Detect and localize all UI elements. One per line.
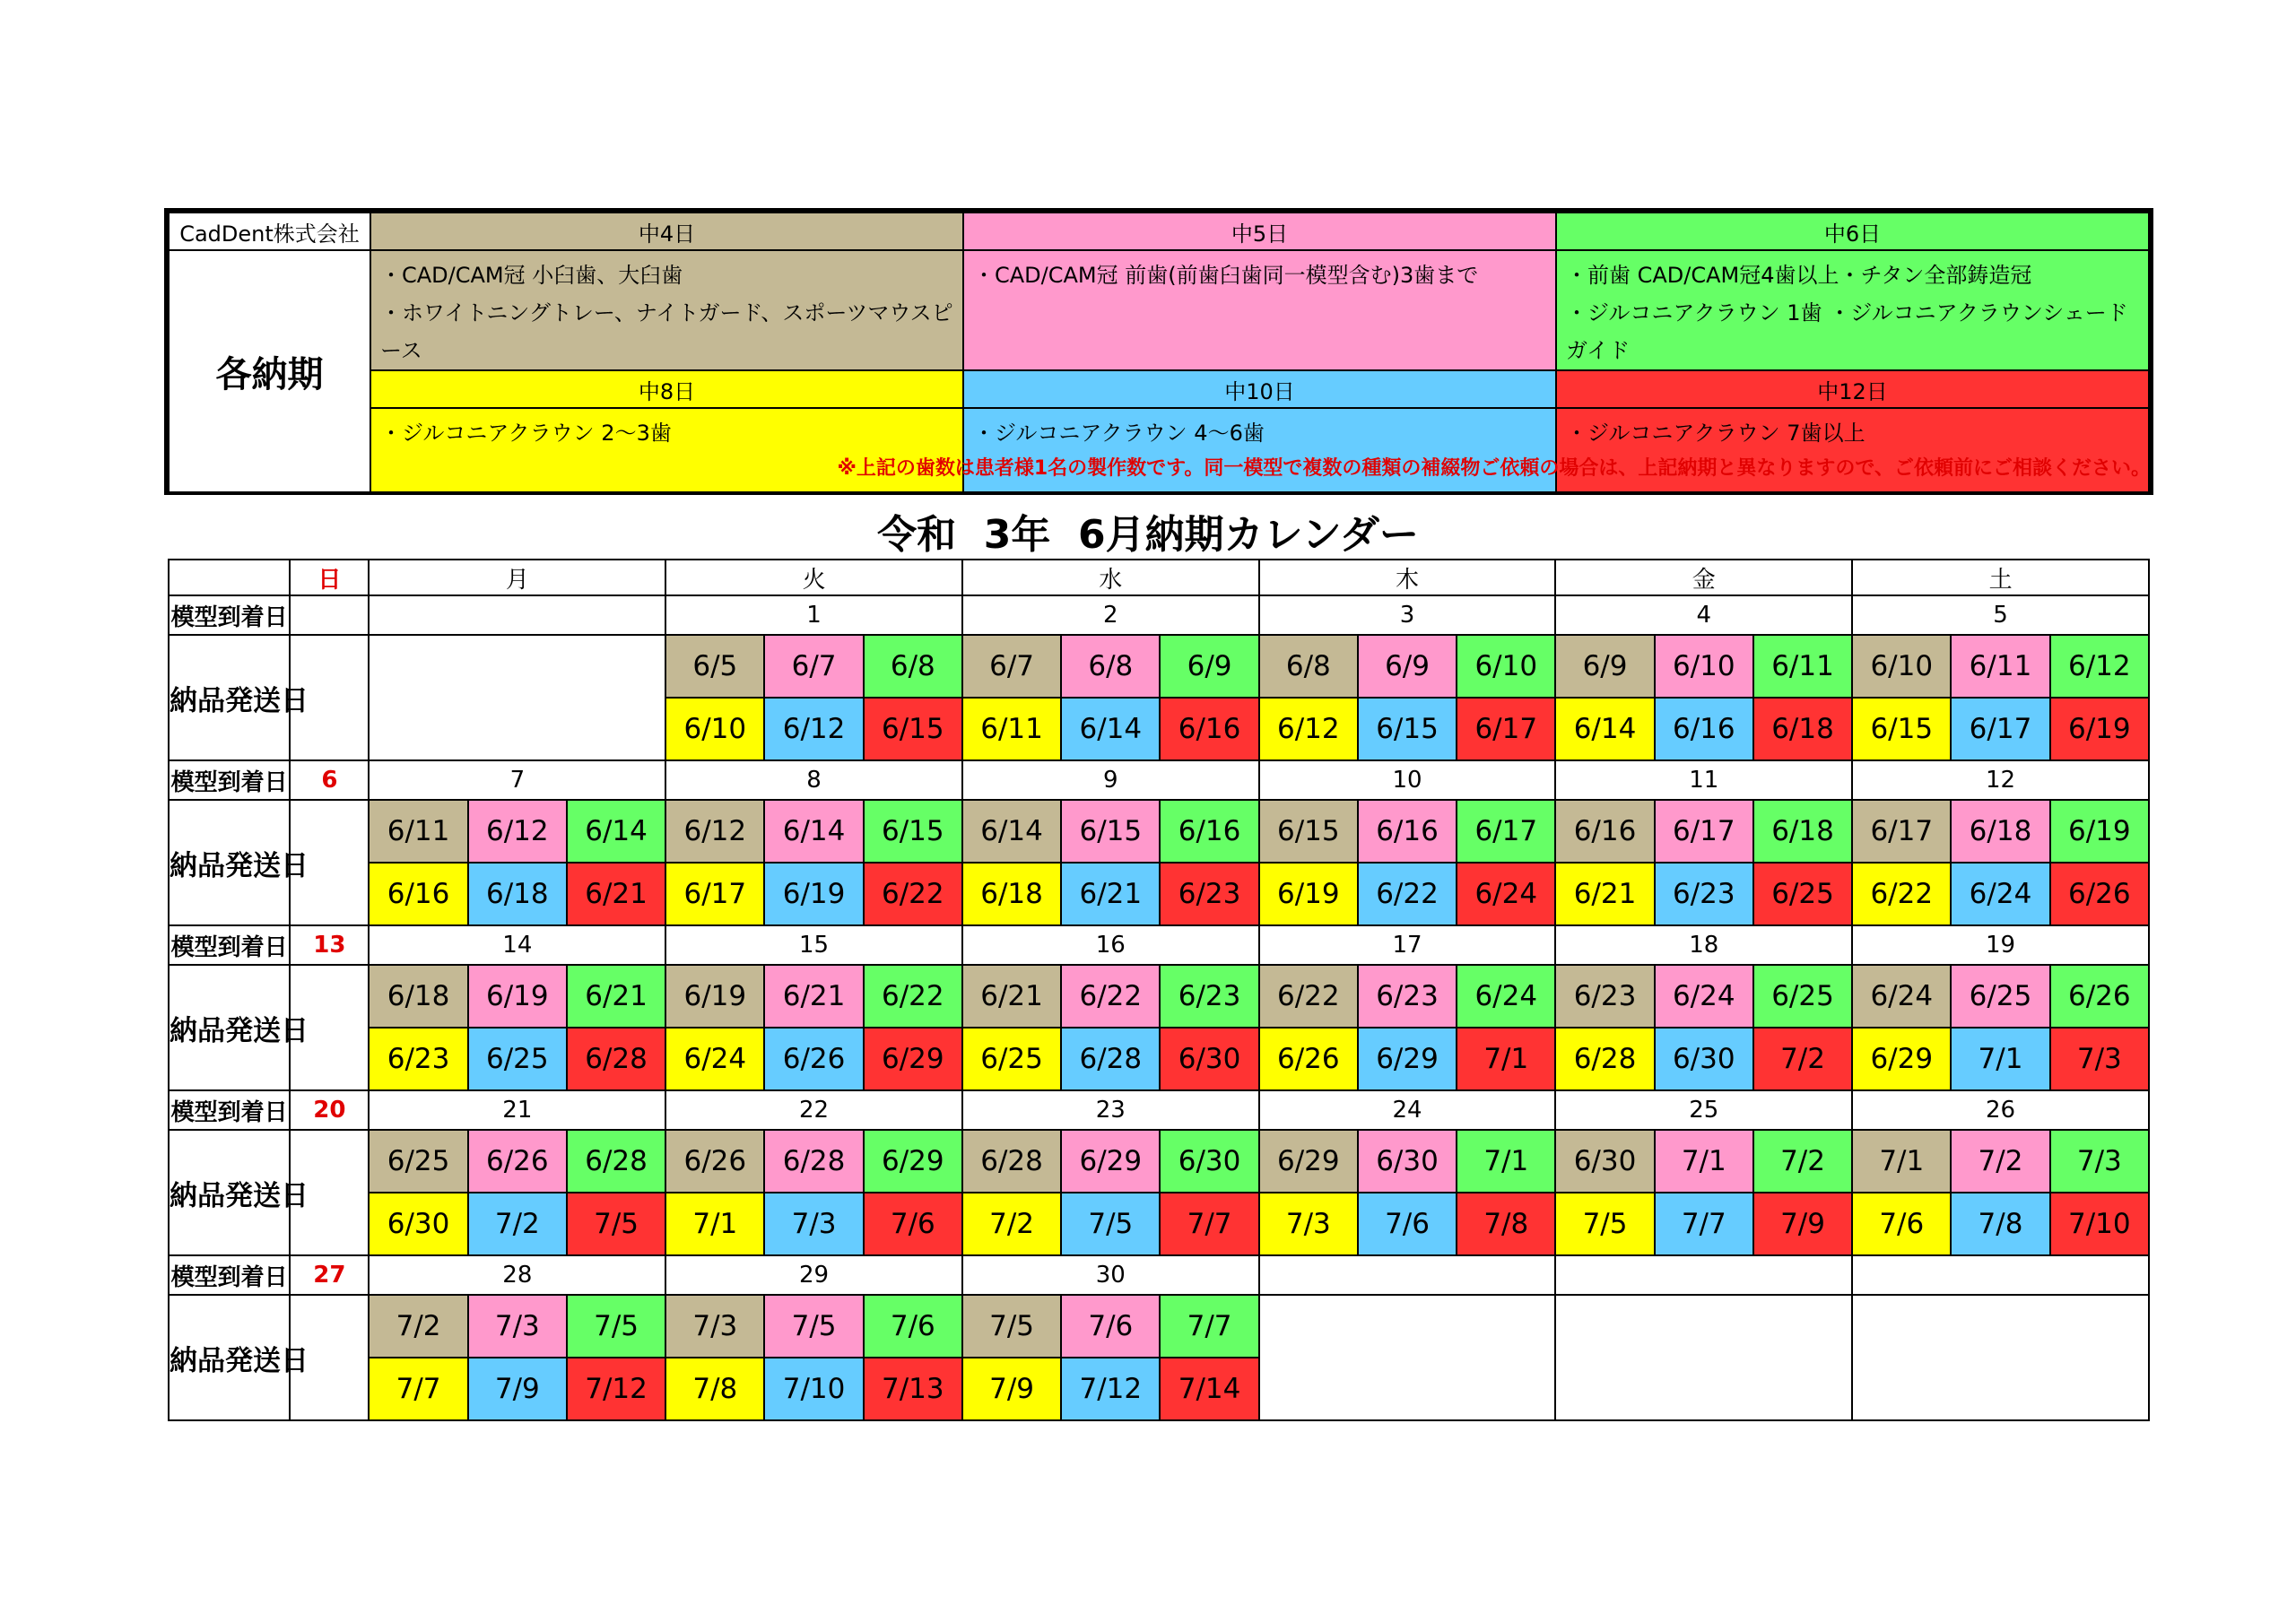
legend-title-6days: 中6日 bbox=[1556, 213, 2149, 250]
legend-items-6days bbox=[1556, 250, 2149, 370]
weekday-header-row bbox=[169, 560, 2149, 595]
legend-item: ・ジルコニアクラウン 1歯 ・ジルコニアクラウンシェードガイド bbox=[1566, 300, 2128, 363]
shipping-date: 6/22 bbox=[1259, 965, 1358, 1028]
weekday-header: 木 bbox=[1259, 560, 1556, 595]
shipping-date: 7/2 bbox=[962, 1193, 1061, 1255]
shipping-date: 6/11 bbox=[369, 800, 467, 863]
shipping-date: 6/23 bbox=[1160, 965, 1258, 1028]
shipping-row bbox=[169, 635, 2149, 698]
shipping-row bbox=[169, 1193, 2149, 1255]
shipping-date: 6/25 bbox=[1753, 965, 1852, 1028]
shipping-date: 6/17 bbox=[1852, 800, 1951, 863]
shipping-row bbox=[169, 965, 2149, 1028]
shipping-date: 6/29 bbox=[864, 1028, 962, 1090]
shipping-date: 6/17 bbox=[665, 863, 764, 925]
shipping-date: 7/5 bbox=[567, 1193, 665, 1255]
shipping-date: 7/5 bbox=[1061, 1193, 1160, 1255]
shipping-date: 6/10 bbox=[1852, 635, 1951, 698]
shipping-date: 6/28 bbox=[1061, 1028, 1160, 1090]
shipping-date: 6/8 bbox=[1259, 635, 1358, 698]
shipping-date: 7/2 bbox=[1753, 1028, 1852, 1090]
shipping-date: 6/30 bbox=[1358, 1130, 1457, 1193]
shipping-date: 6/23 bbox=[1358, 965, 1457, 1028]
shipping-date: 7/6 bbox=[864, 1295, 962, 1358]
shipping-date: 7/12 bbox=[567, 1358, 665, 1420]
shipping-date: 6/14 bbox=[1061, 698, 1160, 760]
shipping-date: 6/16 bbox=[1160, 698, 1258, 760]
arrival-date: 9 bbox=[962, 760, 1259, 800]
shipping-date: 6/24 bbox=[1457, 863, 1555, 925]
shipping-date: 6/18 bbox=[468, 863, 567, 925]
arrival-row bbox=[169, 760, 2149, 800]
shipping-date: 6/21 bbox=[1555, 863, 1654, 925]
shipping-date: 7/14 bbox=[1160, 1358, 1258, 1420]
shipping-row bbox=[169, 1130, 2149, 1193]
shipping-date: 7/10 bbox=[2050, 1193, 2149, 1255]
shipping-date: 6/8 bbox=[1061, 635, 1160, 698]
shipping-date: 7/8 bbox=[1457, 1193, 1555, 1255]
shipping-date: 6/8 bbox=[864, 635, 962, 698]
shipping-date: 6/15 bbox=[1852, 698, 1951, 760]
shipping-date: 7/3 bbox=[665, 1295, 764, 1358]
shipping-date: 6/14 bbox=[567, 800, 665, 863]
legend-title-5days: 中5日 bbox=[963, 213, 1556, 250]
shipping-date: 6/26 bbox=[2050, 863, 2149, 925]
sunday-date: 20 bbox=[290, 1090, 369, 1130]
shipping-date: 6/11 bbox=[1951, 635, 2049, 698]
arrival-date bbox=[369, 595, 665, 635]
legend-heading: 各納期 bbox=[169, 250, 370, 491]
shipping-date: 6/16 bbox=[1160, 800, 1258, 863]
shipping-date: 6/29 bbox=[1852, 1028, 1951, 1090]
shipping-date: 6/26 bbox=[468, 1130, 567, 1193]
sunday-date: 6 bbox=[290, 760, 369, 800]
arrival-date: 19 bbox=[1852, 925, 2149, 965]
shipping-date: 6/17 bbox=[1655, 800, 1753, 863]
legend-title-12days: 中12日 bbox=[1556, 370, 2149, 408]
shipping-date: 6/15 bbox=[864, 800, 962, 863]
shipping-date: 6/11 bbox=[1753, 635, 1852, 698]
shipping-date: 6/30 bbox=[1555, 1130, 1654, 1193]
legend-title-4days: 中4日 bbox=[370, 213, 963, 250]
shipping-row bbox=[169, 863, 2149, 925]
shipping-date: 6/30 bbox=[1160, 1028, 1258, 1090]
shipping-date: 6/5 bbox=[665, 635, 764, 698]
shipping-date: 6/15 bbox=[1061, 800, 1160, 863]
shipping-date: 6/24 bbox=[1655, 965, 1753, 1028]
shipping-date: 6/28 bbox=[962, 1130, 1061, 1193]
legend-item: ・CAD/CAM冠 前歯(前歯臼歯同一模型含む)3歯まで bbox=[973, 263, 1479, 288]
shipping-date: 6/10 bbox=[1457, 635, 1555, 698]
arrival-date: 4 bbox=[1555, 595, 1852, 635]
arrival-date: 2 bbox=[962, 595, 1259, 635]
arrival-date bbox=[1555, 1255, 1852, 1295]
shipping-row-label: 納品発送日 bbox=[169, 800, 290, 925]
shipping-date: 6/25 bbox=[962, 1028, 1061, 1090]
shipping-date: 6/14 bbox=[1555, 698, 1654, 760]
shipping-date: 7/2 bbox=[369, 1295, 467, 1358]
shipping-date: 7/13 bbox=[864, 1358, 962, 1420]
shipping-date: 6/25 bbox=[1753, 863, 1852, 925]
shipping-date: 6/7 bbox=[764, 635, 863, 698]
arrival-date: 29 bbox=[665, 1255, 962, 1295]
shipping-date: 6/26 bbox=[665, 1130, 764, 1193]
arrival-date: 21 bbox=[369, 1090, 665, 1130]
empty-day-cell bbox=[1259, 1295, 1556, 1420]
arrival-row-label: 模型到着日 bbox=[169, 1255, 290, 1295]
shipping-date: 6/28 bbox=[764, 1130, 863, 1193]
shipping-date: 6/21 bbox=[567, 965, 665, 1028]
shipping-date: 6/16 bbox=[369, 863, 467, 925]
weekday-header: 金 bbox=[1555, 560, 1852, 595]
calendar-title: 令和 3年 6月納期カレンダー bbox=[877, 512, 1419, 558]
shipping-date: 6/25 bbox=[369, 1130, 467, 1193]
shipping-date: 6/28 bbox=[567, 1028, 665, 1090]
shipping-row-label: 納品発送日 bbox=[169, 1295, 290, 1420]
shipping-date: 6/23 bbox=[1555, 965, 1654, 1028]
shipping-date: 7/1 bbox=[665, 1193, 764, 1255]
delivery-calendar bbox=[168, 559, 2150, 1421]
shipping-date: 7/6 bbox=[1358, 1193, 1457, 1255]
shipping-date: 7/2 bbox=[1753, 1130, 1852, 1193]
shipping-date: 6/10 bbox=[665, 698, 764, 760]
arrival-date: 16 bbox=[962, 925, 1259, 965]
empty-day-cell bbox=[1852, 1295, 2149, 1420]
shipping-date: 6/9 bbox=[1555, 635, 1654, 698]
shipping-date: 6/21 bbox=[567, 863, 665, 925]
arrival-date: 17 bbox=[1259, 925, 1556, 965]
shipping-date: 7/9 bbox=[1753, 1193, 1852, 1255]
shipping-row bbox=[169, 1295, 2149, 1358]
shipping-date: 6/21 bbox=[962, 965, 1061, 1028]
shipping-date: 7/10 bbox=[764, 1358, 863, 1420]
legend-item: ・ジルコニアクラウン 4～6歯 bbox=[973, 421, 1265, 446]
shipping-date: 7/5 bbox=[567, 1295, 665, 1358]
shipping-date: 6/22 bbox=[864, 965, 962, 1028]
shipping-date: 6/26 bbox=[2050, 965, 2149, 1028]
shipping-date: 7/6 bbox=[864, 1193, 962, 1255]
arrival-row bbox=[169, 595, 2149, 635]
shipping-date: 6/24 bbox=[1951, 863, 2049, 925]
shipping-date: 6/24 bbox=[665, 1028, 764, 1090]
shipping-date: 7/9 bbox=[468, 1358, 567, 1420]
shipping-date: 6/25 bbox=[1951, 965, 2049, 1028]
shipping-date: 6/29 bbox=[1259, 1130, 1358, 1193]
arrival-date: 30 bbox=[962, 1255, 1259, 1295]
arrival-row-label: 模型到着日 bbox=[169, 595, 290, 635]
shipping-date: 7/5 bbox=[962, 1295, 1061, 1358]
shipping-date: 7/12 bbox=[1061, 1358, 1160, 1420]
shipping-date: 7/9 bbox=[962, 1358, 1061, 1420]
shipping-date: 6/22 bbox=[1061, 965, 1160, 1028]
shipping-date: 6/22 bbox=[864, 863, 962, 925]
shipping-date: 6/22 bbox=[1852, 863, 1951, 925]
legend-item: ・CAD/CAM冠 小臼歯、大臼歯 bbox=[380, 263, 683, 288]
shipping-date: 6/18 bbox=[1951, 800, 2049, 863]
weekday-header: 日 bbox=[290, 560, 369, 595]
delivery-legend bbox=[168, 212, 2150, 491]
shipping-date: 6/10 bbox=[1655, 635, 1753, 698]
shipping-date: 6/22 bbox=[1358, 863, 1457, 925]
shipping-row-label: 納品発送日 bbox=[169, 635, 290, 760]
arrival-date: 8 bbox=[665, 760, 962, 800]
arrival-date: 24 bbox=[1259, 1090, 1556, 1130]
shipping-date: 6/12 bbox=[665, 800, 764, 863]
shipping-date: 7/2 bbox=[468, 1193, 567, 1255]
shipping-date: 7/6 bbox=[1852, 1193, 1951, 1255]
legend-item: ・前歯 CAD/CAM冠4歯以上・チタン全部鋳造冠 bbox=[1566, 263, 2032, 288]
shipping-date: 6/9 bbox=[1160, 635, 1258, 698]
shipping-date: 6/16 bbox=[1555, 800, 1654, 863]
shipping-date: 7/3 bbox=[2050, 1028, 2149, 1090]
arrival-date: 28 bbox=[369, 1255, 665, 1295]
shipping-date: 6/12 bbox=[1259, 698, 1358, 760]
arrival-date: 14 bbox=[369, 925, 665, 965]
shipping-date: 7/8 bbox=[665, 1358, 764, 1420]
shipping-date: 6/15 bbox=[864, 698, 962, 760]
arrival-date: 22 bbox=[665, 1090, 962, 1130]
weekday-header: 月 bbox=[369, 560, 665, 595]
shipping-date: 7/3 bbox=[2050, 1130, 2149, 1193]
arrival-date: 5 bbox=[1852, 595, 2149, 635]
shipping-row-label: 納品発送日 bbox=[169, 965, 290, 1090]
shipping-date: 6/18 bbox=[369, 965, 467, 1028]
shipping-date: 6/23 bbox=[369, 1028, 467, 1090]
shipping-date: 6/29 bbox=[864, 1130, 962, 1193]
shipping-date: 6/24 bbox=[1852, 965, 1951, 1028]
arrival-date: 18 bbox=[1555, 925, 1852, 965]
shipping-date: 6/30 bbox=[369, 1193, 467, 1255]
legend-title-8days: 中8日 bbox=[370, 370, 963, 408]
shipping-date: 6/29 bbox=[1061, 1130, 1160, 1193]
shipping-row bbox=[169, 800, 2149, 863]
shipping-date: 6/18 bbox=[1753, 698, 1852, 760]
shipping-date: 6/28 bbox=[1555, 1028, 1654, 1090]
empty-day-cell bbox=[369, 635, 665, 760]
arrival-date: 15 bbox=[665, 925, 962, 965]
sunday-date: 27 bbox=[290, 1255, 369, 1295]
arrival-date: 25 bbox=[1555, 1090, 1852, 1130]
arrival-row bbox=[169, 1090, 2149, 1130]
shipping-date: 7/7 bbox=[1655, 1193, 1753, 1255]
shipping-row bbox=[169, 1028, 2149, 1090]
shipping-date: 6/24 bbox=[1457, 965, 1555, 1028]
shipping-date: 6/17 bbox=[1951, 698, 2049, 760]
shipping-date: 7/2 bbox=[1951, 1130, 2049, 1193]
shipping-date: 6/15 bbox=[1358, 698, 1457, 760]
legend-items-5days bbox=[963, 250, 1556, 370]
shipping-date: 6/12 bbox=[2050, 635, 2149, 698]
shipping-row-label: 納品発送日 bbox=[169, 1130, 290, 1255]
sunday-date: 13 bbox=[290, 925, 369, 965]
shipping-date: 6/16 bbox=[1655, 698, 1753, 760]
shipping-date: 7/6 bbox=[1061, 1295, 1160, 1358]
shipping-date: 6/19 bbox=[665, 965, 764, 1028]
legend-item: ・ジルコニアクラウン 7歯以上 bbox=[1566, 421, 1866, 446]
shipping-date: 7/5 bbox=[1555, 1193, 1654, 1255]
shipping-date: 6/25 bbox=[468, 1028, 567, 1090]
shipping-date: 6/23 bbox=[1655, 863, 1753, 925]
arrival-row bbox=[169, 925, 2149, 965]
shipping-date: 6/16 bbox=[1358, 800, 1457, 863]
shipping-date: 6/19 bbox=[468, 965, 567, 1028]
shipping-date: 6/12 bbox=[468, 800, 567, 863]
legend-item: ・ジルコニアクラウン 2～3歯 bbox=[380, 421, 672, 446]
shipping-date: 6/21 bbox=[1061, 863, 1160, 925]
shipping-date: 6/23 bbox=[1160, 863, 1258, 925]
arrival-row-label: 模型到着日 bbox=[169, 760, 290, 800]
shipping-date: 6/26 bbox=[1259, 1028, 1358, 1090]
arrival-row-label: 模型到着日 bbox=[169, 925, 290, 965]
shipping-date: 6/9 bbox=[1358, 635, 1457, 698]
arrival-date: 10 bbox=[1259, 760, 1556, 800]
shipping-date: 6/11 bbox=[962, 698, 1061, 760]
shipping-date: 7/1 bbox=[1457, 1130, 1555, 1193]
arrival-date: 23 bbox=[962, 1090, 1259, 1130]
arrival-date: 7 bbox=[369, 760, 665, 800]
corner-cell bbox=[169, 560, 290, 595]
legend-items-4days bbox=[370, 250, 963, 370]
shipping-date: 7/3 bbox=[764, 1193, 863, 1255]
shipping-date: 6/17 bbox=[1457, 698, 1555, 760]
arrival-row bbox=[169, 1255, 2149, 1295]
shipping-date: 6/26 bbox=[764, 1028, 863, 1090]
arrival-date: 12 bbox=[1852, 760, 2149, 800]
shipping-date: 7/5 bbox=[764, 1295, 863, 1358]
weekday-header: 土 bbox=[1852, 560, 2149, 595]
legend-item: ・ホワイトニングトレー、ナイトガード、スポーツマウスピース bbox=[380, 300, 953, 363]
company-name: CadDent株式会社 bbox=[169, 213, 370, 250]
shipping-date: 6/19 bbox=[2050, 800, 2149, 863]
shipping-date: 6/12 bbox=[764, 698, 863, 760]
shipping-date: 7/1 bbox=[1655, 1130, 1753, 1193]
shipping-date: 6/19 bbox=[2050, 698, 2149, 760]
shipping-date: 6/29 bbox=[1358, 1028, 1457, 1090]
shipping-date: 7/8 bbox=[1951, 1193, 2049, 1255]
shipping-date: 6/14 bbox=[962, 800, 1061, 863]
sunday-date bbox=[290, 595, 369, 635]
shipping-date: 6/30 bbox=[1655, 1028, 1753, 1090]
shipping-date: 6/14 bbox=[764, 800, 863, 863]
arrival-date: 3 bbox=[1259, 595, 1556, 635]
arrival-date bbox=[1852, 1255, 2149, 1295]
arrival-row-label: 模型到着日 bbox=[169, 1090, 290, 1130]
shipping-date: 6/17 bbox=[1457, 800, 1555, 863]
shipping-date: 6/15 bbox=[1259, 800, 1358, 863]
shipping-date: 6/21 bbox=[764, 965, 863, 1028]
shipping-date: 7/3 bbox=[1259, 1193, 1358, 1255]
arrival-date: 1 bbox=[665, 595, 962, 635]
shipping-date: 6/30 bbox=[1160, 1130, 1258, 1193]
shipping-date: 6/7 bbox=[962, 635, 1061, 698]
weekday-header: 火 bbox=[665, 560, 962, 595]
shipping-date: 6/19 bbox=[1259, 863, 1358, 925]
legend-note: ※上記の歯数は患者様1名の製作数です。同一模型で複数の種類の補綴物ご依頼の場合は、上記納期と異なりますので、ご依頼前にご相談ください。 bbox=[837, 457, 2151, 480]
shipping-date: 7/3 bbox=[468, 1295, 567, 1358]
shipping-date: 6/28 bbox=[567, 1130, 665, 1193]
shipping-date: 7/1 bbox=[1457, 1028, 1555, 1090]
shipping-date: 6/18 bbox=[962, 863, 1061, 925]
shipping-date: 7/7 bbox=[1160, 1193, 1258, 1255]
shipping-date: 7/7 bbox=[369, 1358, 467, 1420]
arrival-date: 11 bbox=[1555, 760, 1852, 800]
arrival-date bbox=[1259, 1255, 1556, 1295]
empty-day-cell bbox=[1555, 1295, 1852, 1420]
shipping-date: 7/7 bbox=[1160, 1295, 1258, 1358]
shipping-date: 6/18 bbox=[1753, 800, 1852, 863]
arrival-date: 26 bbox=[1852, 1090, 2149, 1130]
weekday-header: 水 bbox=[962, 560, 1259, 595]
legend-title-10days: 中10日 bbox=[963, 370, 1556, 408]
shipping-date: 7/1 bbox=[1852, 1130, 1951, 1193]
shipping-date: 6/19 bbox=[764, 863, 863, 925]
shipping-date: 7/1 bbox=[1951, 1028, 2049, 1090]
